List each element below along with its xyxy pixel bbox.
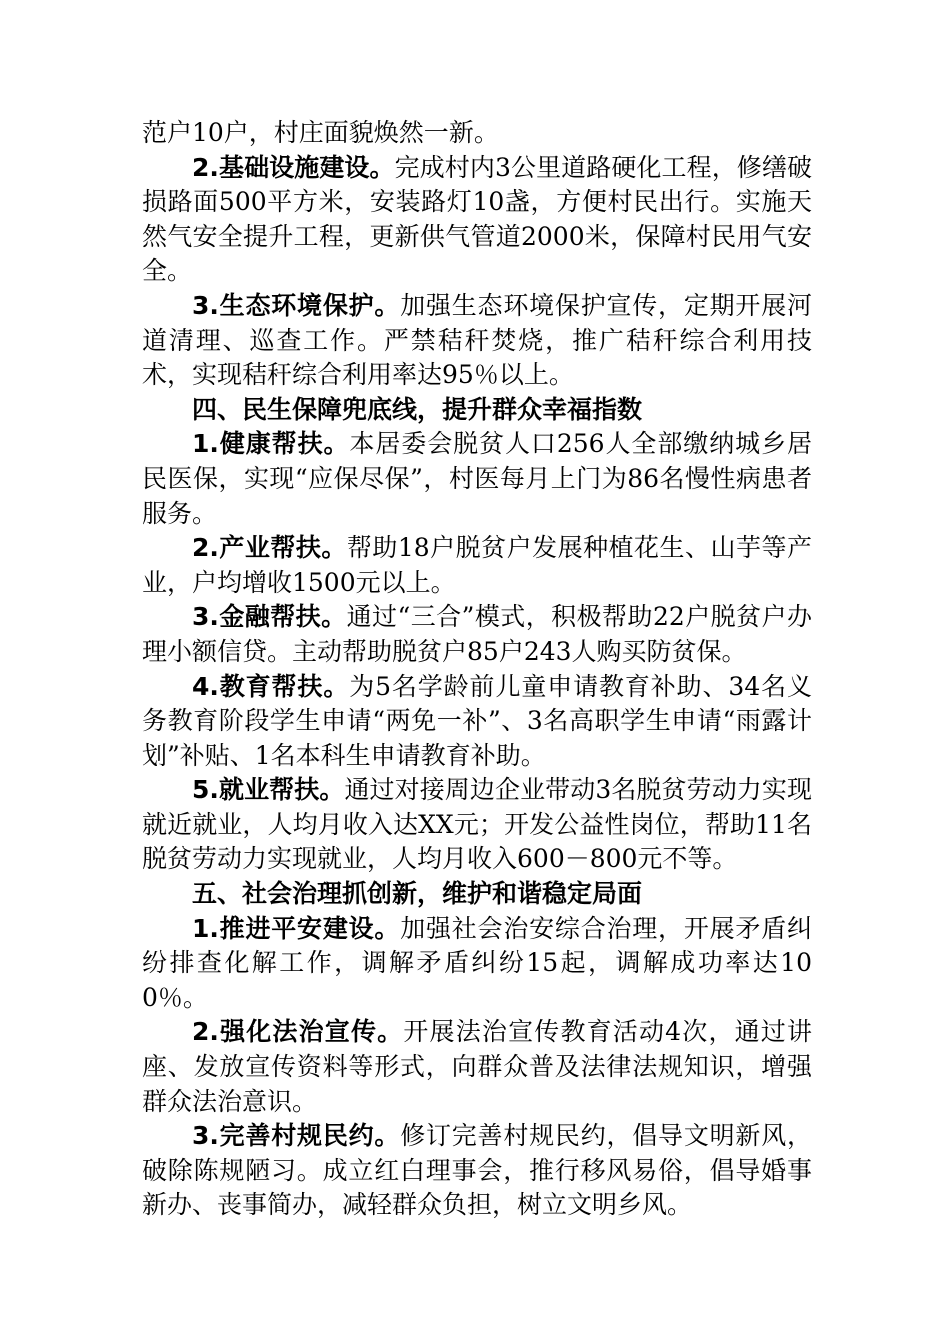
paragraph-lead: 3.生态环境保护。 xyxy=(192,290,401,320)
paragraph-lead: 1.推进平安建设。 xyxy=(192,913,401,943)
paragraph-text: 修订完善村规民约，倡导文明新风，破除陈规陋习。成立红白理事会，推行移风易俗，倡导婚事新办、丧事简办，减轻群众负担，树立文明乡风。 xyxy=(142,1121,812,1220)
paragraph-lead: 1.健康帮扶。 xyxy=(192,429,350,459)
paragraph-text: 为5名学龄前儿童申请教育补助、34名义务教育阶段学生申请“两免一补”、3名高职学生申请“雨露计划”补贴、1名本科生申请教育补助。 xyxy=(142,671,812,770)
paragraph-continuation xyxy=(142,116,812,151)
paragraph-ecology xyxy=(142,289,812,393)
paragraph-industry xyxy=(142,531,812,600)
paragraph-text: 帮助18户脱贫户发展种植花生、山芋等产业，户均增收1500元以上。 xyxy=(142,533,812,597)
paragraph-law xyxy=(142,1015,812,1119)
paragraph-village-rules xyxy=(142,1119,812,1223)
paragraph-lead: 2.强化法治宣传。 xyxy=(192,1017,404,1047)
paragraph-text: 完成村内3公里道路硬化工程，修缮破损路面500平方米，安装路灯10盏，方便村民出行。实施天然气安全提升工程，更新供气管道2000米，保障村民用气安全。 xyxy=(142,152,812,286)
paragraph-text: 通过对接周边企业带动3名脱贫劳动力实现就近就业，人均月收入达XX元；开发公益性岗位，帮助11名脱贫劳动力实现就业，人均月收入600－800元不等。 xyxy=(142,775,812,874)
paragraph-text: 加强社会治安综合治理，开展矛盾纠纷排查化解工作，调解矛盾纠纷15起，调解成功率达100％。 xyxy=(142,913,812,1012)
paragraph-text: 本居委会脱贫人口256人全部缴纳城乡居民医保，实现“应保尽保”，村医每月上门为86名慢性病患者服务。 xyxy=(142,429,812,528)
document-page xyxy=(142,116,812,1223)
paragraph-safety xyxy=(142,912,812,1016)
section-heading-5: 五、社会治理抓创新，维护和谐稳定局面 xyxy=(192,879,643,909)
paragraph-text: 通过“三合”模式，积极帮助22户脱贫户办理小额信贷。主动帮助脱贫户85户243人购买防贫保。 xyxy=(142,602,812,666)
paragraph-lead: 2.基础设施建设。 xyxy=(192,152,395,182)
paragraph-infrastructure xyxy=(142,151,812,289)
paragraph-finance xyxy=(142,600,812,669)
section-heading-4: 四、民生保障兜底线，提升群众幸福指数 xyxy=(192,394,643,424)
paragraph-education xyxy=(142,670,812,774)
paragraph-lead: 4.教育帮扶。 xyxy=(192,671,350,701)
paragraph-lead: 3.完善村规民约。 xyxy=(192,1121,401,1151)
paragraph-lead: 2.产业帮扶。 xyxy=(192,533,347,563)
paragraph-health xyxy=(142,427,812,531)
paragraph-employment xyxy=(142,773,812,877)
paragraph-lead: 5.就业帮扶。 xyxy=(192,775,345,805)
paragraph-text: 开展法治宣传教育活动4次，通过讲座、发放宣传资料等形式，向群众普及法律法规知识，增强群众法治意识。 xyxy=(142,1017,812,1116)
paragraph-text: 范户10户，村庄面貌焕然一新。 xyxy=(142,118,499,147)
paragraph-lead: 3.金融帮扶。 xyxy=(192,602,347,632)
paragraph-text: 加强生态环境保护宣传，定期开展河道清理、巡查工作。严禁秸秆焚烧，推广秸秆综合利用技术，实现秸秆综合利用率达95％以上。 xyxy=(142,290,812,390)
